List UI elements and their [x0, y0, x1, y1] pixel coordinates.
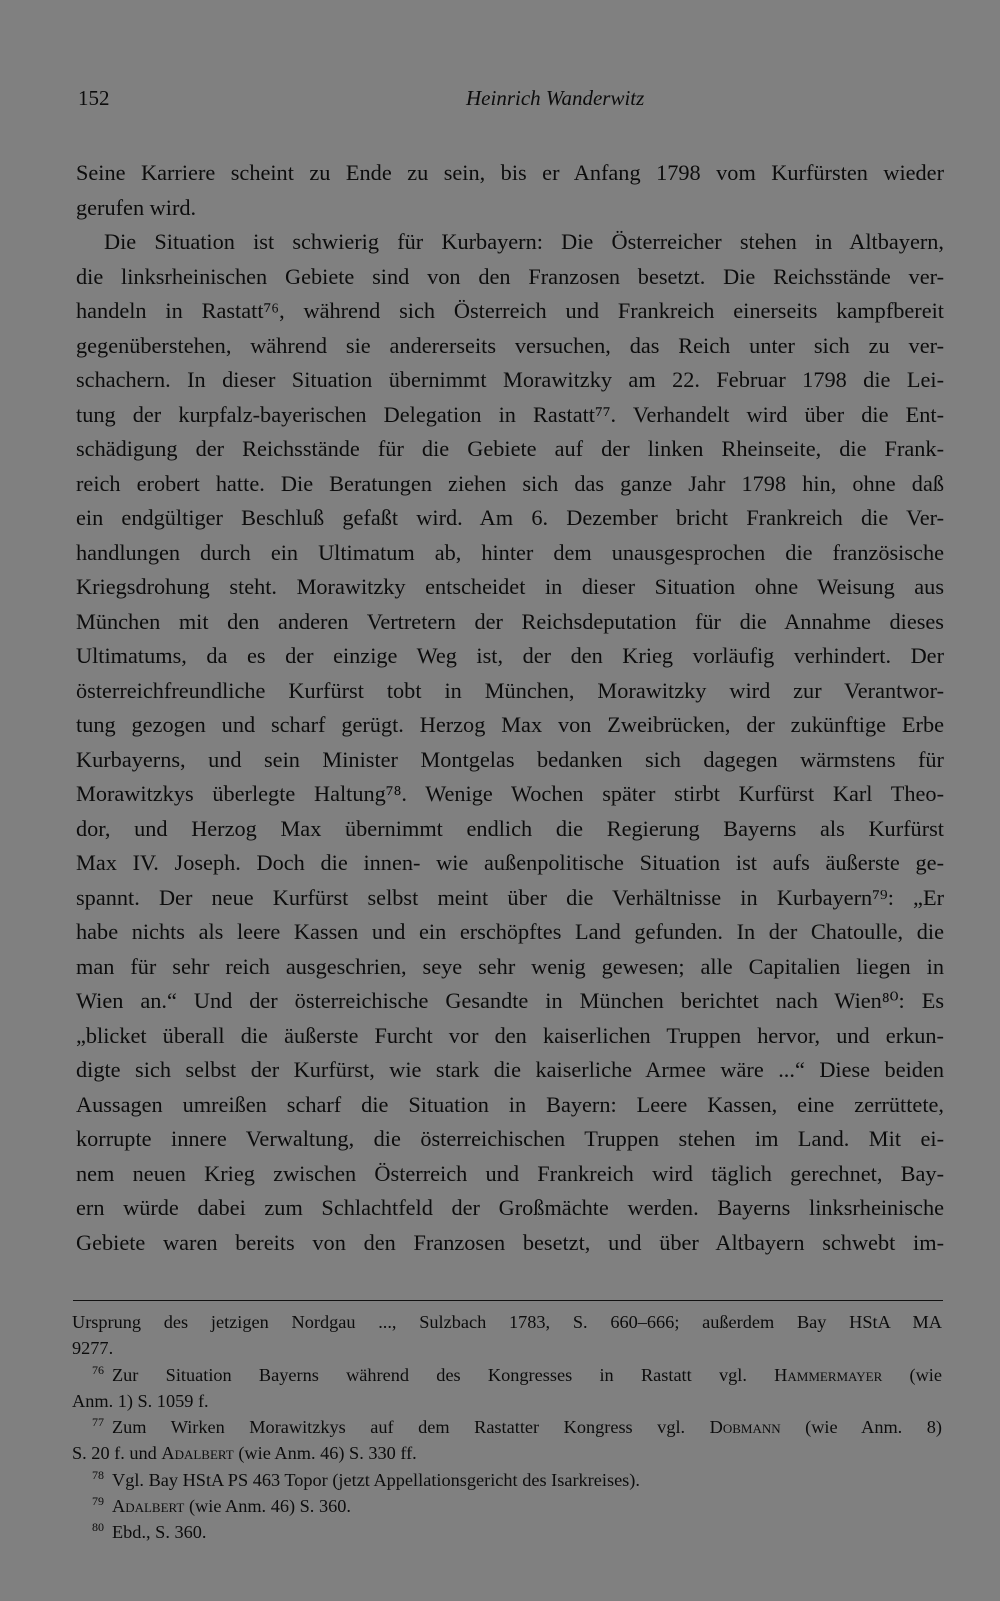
body-line: gegenüberstehen, während sie andererseits versuchen, das Reich unter sich zu ver-: [76, 332, 944, 358]
footnote-text: (wie Anm. 8): [780, 1417, 942, 1438]
footnote-number: 77: [92, 1415, 104, 1430]
body-line: handeln in Rastatt⁷⁶, während sich Österreich und Frankreich einerseits kampfbereit: [76, 298, 944, 323]
footnote-text: Vgl. Bay HStA PS 463 Topor (jetzt Appellationsgericht des Isarkreises).: [112, 1469, 640, 1490]
body-line: tung der kurpfalz-bayerischen Delegation in Rastatt⁷⁷. Verhandelt wird über die Ent-: [76, 401, 944, 427]
body-line: spannt. Der neue Kurfürst selbst meint über die Verhältnisse in Kurbayern⁷⁹: „Er: [76, 884, 944, 910]
body-line: dor, und Herzog Max übernimmt endlich die Regierung Bayerns als Kurfürst: [76, 815, 944, 841]
body-line: Kriegsdrohung steht. Morawitzky entscheidet in dieser Situation ohne Weisung aus: [76, 574, 944, 599]
footnote-number: 79: [92, 1493, 104, 1508]
footnote-79: [72, 1493, 942, 1519]
footnote-number: 76: [92, 1362, 104, 1377]
footnote-76: [72, 1362, 942, 1415]
footnote-text: Ebd., S. 360.: [112, 1522, 207, 1543]
author-name: Adalbert: [161, 1443, 234, 1464]
author-name: Dobmann: [709, 1417, 781, 1438]
body-line: tung gezogen und scharf gerügt. Herzog Max von Zweibrücken, der zukünftige Erbe: [76, 712, 944, 737]
footnote-separator: [73, 1300, 943, 1301]
body-line: Aussagen umreißen scharf die Situation in Bayern: Leere Kassen, eine zerrüttete,: [76, 1091, 944, 1117]
body-line: Wien an.“ Und der österreichische Gesandte in München berichtet nach Wien⁸⁰: Es: [76, 988, 944, 1013]
body-line: digte sich selbst der Kurfürst, wie stark die kaiserliche Armee wäre ...“ Diese beiden: [76, 1057, 944, 1082]
page-header: [78, 86, 658, 126]
body-line: gerufen wird.: [76, 194, 197, 220]
footnote-number: 78: [92, 1467, 104, 1482]
body-line: reich erobert hatte. Die Beratungen ziehen sich das ganze Jahr 1798 hin, ohne daß: [76, 470, 944, 496]
body-line: handlungen durch ein Ultimatum ab, hinter dem unausgesprochen die französische: [76, 539, 944, 565]
body-text: [76, 156, 944, 1260]
body-line: habe nichts als leere Kassen und ein erschöpftes Land gefunden. In der Chatoulle, die: [76, 919, 944, 944]
body-line: man für sehr reich ausgeschrien, seye sehr wenig gewesen; alle Capitalien liegen in: [76, 953, 944, 979]
body-line: ein endgültiger Beschluß gefaßt wird. Am 6. Dezember bricht Frankreich die Ver-: [76, 505, 944, 530]
footnote-text: (wie: [882, 1364, 942, 1385]
running-head: Heinrich Wanderwitz: [466, 86, 645, 110]
footnote-text: S. 20 f. und: [72, 1443, 162, 1464]
footnote-77: [72, 1414, 942, 1467]
body-line: korrupte innere Verwaltung, die österreichischen Truppen stehen im Land. Mit ei-: [76, 1126, 944, 1151]
footnote-number: 80: [92, 1520, 104, 1535]
body-line: „blicket überall die äußerste Furcht vor den kaiserlichen Truppen hervor, und erkun-: [76, 1022, 944, 1048]
footnote-text: (wie Anm. 46) S. 360.: [184, 1496, 351, 1517]
footnote-80: [72, 1519, 942, 1545]
body-line: die linksrheinischen Gebiete sind von den Franzosen besetzt. Die Reichsstände ver-: [76, 263, 944, 289]
footnote-78: [72, 1467, 942, 1493]
body-line: schädigung der Reichsstände für die Gebiete auf der linken Rheinseite, die Frank-: [76, 436, 944, 461]
body-line: Max IV. Joseph. Doch die innen- wie außenpolitische Situation ist aufs äußerste ge-: [76, 850, 944, 875]
body-line: schachern. In dieser Situation übernimmt Morawitzky am 22. Februar 1798 die Lei-: [76, 367, 944, 392]
body-line: Ultimatums, da es der einzige Weg ist, der den Krieg vorläufig verhindert. Der: [76, 643, 944, 668]
body-line: österreichfreundliche Kurfürst tobt in München, Morawitzky wird zur Verantwor-: [76, 677, 944, 703]
author-name: Hammermayer: [774, 1364, 883, 1385]
body-line: Die Situation ist schwierig für Kurbayern: Die Österreicher stehen in Altbayern,: [104, 229, 944, 254]
body-line: München mit den anderen Vertretern der Reichsdeputation für die Annahme dieses: [76, 608, 944, 634]
body-line: ern würde dabei zum Schlachtfeld der Großmächte werden. Bayerns linksrheinische: [76, 1195, 944, 1220]
body-line: Gebiete waren bereits von den Franzosen besetzt, und über Altbayern schwebt im-: [76, 1229, 944, 1255]
body-line: Seine Karriere scheint zu Ende zu sein, bis er Anfang 1798 vom Kurfürsten wieder: [76, 160, 944, 185]
footnote-text: Zum Wirken Morawitzkys auf dem Rastatter Kongress vgl.: [112, 1417, 710, 1438]
footnote-continuation-line: Ursprung des jetzigen Nordgau ..., Sulzbach 1783, S. 660–666; außerdem Bay HStA MA: [72, 1312, 942, 1332]
body-line: nem neuen Krieg zwischen Österreich und Frankreich wird täglich gerechnet, Bay-: [76, 1160, 944, 1186]
footnote-text: Zur Situation Bayerns während des Kongresses in Rastatt vgl.: [112, 1364, 775, 1385]
footnote-text: Anm. 1) S. 1059 f.: [72, 1390, 209, 1411]
footnote-continuation-line: 9277.: [72, 1338, 114, 1359]
body-line: Morawitzkys überlegte Haltung⁷⁸. Wenige Wochen später stirbt Kurfürst Karl Theo-: [76, 781, 944, 806]
author-name: Adalbert: [112, 1496, 185, 1517]
page-number: 152: [78, 86, 110, 110]
footnotes: [72, 1309, 942, 1546]
footnote-text: (wie Anm. 46) S. 330 ff.: [233, 1443, 417, 1464]
body-line: Kurbayerns, und sein Minister Montgelas bedanken sich dagegen wärmstens für: [76, 746, 944, 772]
